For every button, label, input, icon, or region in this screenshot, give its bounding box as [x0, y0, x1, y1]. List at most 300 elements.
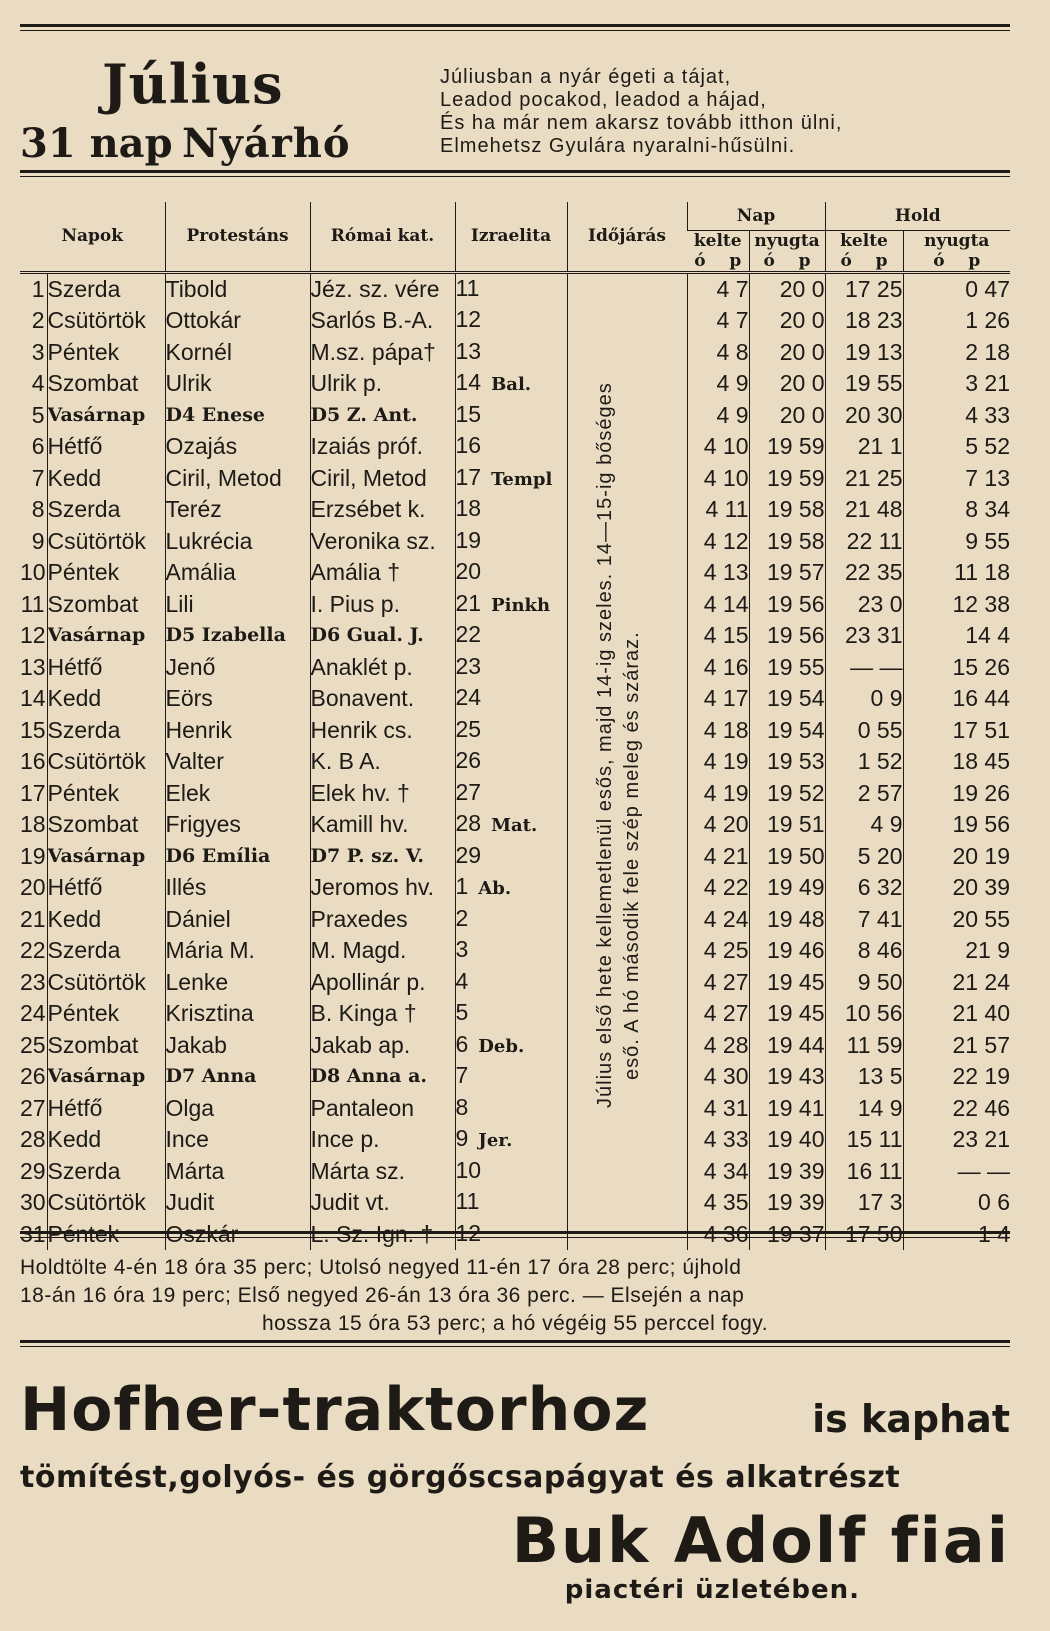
day-number: 2	[31, 307, 45, 333]
israelite-date	[455, 337, 567, 369]
day-number: 11	[20, 590, 45, 617]
weather-cell	[567, 368, 687, 400]
weather-cell	[567, 1093, 687, 1125]
sunrise: 4 21	[687, 841, 749, 873]
table-row	[20, 368, 1010, 400]
sunrise: 4 33	[687, 1124, 749, 1156]
protestant-name: Elek	[165, 778, 310, 810]
moonset: 17 51	[903, 715, 1010, 747]
israelite-note: Pinkh	[491, 594, 551, 616]
sunset: 19 45	[749, 998, 825, 1030]
sunset: 19 56	[749, 589, 825, 621]
sunset: 19 46	[749, 935, 825, 967]
ad-headline-rest: is kaphat	[812, 1397, 1010, 1441]
israelite-date	[455, 715, 567, 747]
protestant-name: Ulrik	[165, 368, 310, 400]
sunrise: 4 22	[687, 872, 749, 904]
footer-rule-thin	[20, 1237, 1010, 1238]
moonset: 21 9	[903, 935, 1010, 967]
protestant-name: Kornél	[165, 337, 310, 369]
moonrise: 4 9	[825, 809, 903, 841]
moonset: 2 18	[903, 337, 1010, 369]
israelite-day: 15	[455, 400, 482, 427]
israelite-date	[455, 683, 567, 715]
day-number: 31	[20, 1220, 46, 1247]
moonrise: 14 9	[825, 1093, 903, 1125]
moonrise: 21 48	[825, 494, 903, 526]
catholic-name: Henrik cs.	[310, 715, 455, 747]
moonrise: 10 56	[825, 998, 903, 1030]
moonrise: 0 9	[825, 683, 903, 715]
protestant-name: Henrik	[165, 715, 310, 747]
moonset: 0 47	[903, 272, 1010, 305]
day-number: 14	[20, 685, 46, 711]
israelite-note: Jer.	[478, 1130, 513, 1151]
israelite-day: 7	[455, 1062, 469, 1088]
israelite-date	[455, 557, 567, 589]
unit-o: ó	[763, 250, 775, 271]
israelite-day: 2	[455, 904, 469, 931]
catholic-name: D8 Anna a.	[310, 1061, 455, 1093]
israelite-note: Bal.	[491, 374, 532, 395]
moonrise: 16 11	[825, 1156, 903, 1188]
sunrise: 4 7	[687, 272, 749, 305]
israelite-date	[455, 1093, 567, 1125]
protestant-name: Frigyes	[165, 809, 310, 841]
sunset: 19 58	[749, 494, 825, 526]
israelite-day: 6	[455, 1030, 469, 1057]
moonrise: — —	[825, 652, 903, 684]
table-row	[20, 1061, 1010, 1093]
table-row	[20, 935, 1010, 967]
protestant-name: Olga	[165, 1093, 310, 1125]
weather-cell	[567, 400, 687, 432]
day-name: Hétfő	[47, 652, 165, 684]
protestant-name: Mária M.	[165, 935, 310, 967]
sunrise: 4 9	[687, 368, 749, 400]
table-row	[20, 431, 1010, 463]
israelite-day: 12	[455, 1219, 482, 1246]
israelite-date	[455, 652, 567, 684]
moonrise: 23 31	[825, 620, 903, 652]
col-napok: Napok	[61, 226, 124, 247]
israelite-date	[455, 589, 567, 621]
day-name: Csütörtök	[47, 305, 165, 337]
israelite-date	[455, 463, 567, 495]
catholic-name: Izaiás próf.	[310, 431, 455, 463]
sunrise: 4 36	[687, 1219, 749, 1251]
sunrise: 4 8	[687, 337, 749, 369]
catholic-name: Bonavent.	[310, 683, 455, 715]
sunrise: 4 16	[687, 652, 749, 684]
israelite-date	[455, 872, 567, 904]
sunset: 19 48	[749, 904, 825, 936]
sunset: 20 0	[749, 368, 825, 400]
sunrise: 4 15	[687, 620, 749, 652]
day-number: 16	[20, 748, 46, 774]
catholic-name: Erzsébet k.	[310, 494, 455, 526]
table-row	[20, 272, 1010, 305]
sunrise: 4 7	[687, 305, 749, 337]
weather-cell	[567, 1187, 687, 1219]
ad-rule	[20, 1340, 1010, 1343]
israelite-day: 19	[455, 526, 482, 553]
protestant-name: Amália	[165, 557, 310, 589]
unit-o: ó	[694, 250, 706, 271]
day-name: Csütörtök	[47, 1187, 165, 1219]
protestant-name: Illés	[165, 872, 310, 904]
sunset: 19 59	[749, 431, 825, 463]
israelite-date	[455, 1030, 567, 1062]
day-number: 27	[20, 1094, 46, 1121]
catholic-name: Jeromos hv.	[310, 872, 455, 904]
israelite-day: 1	[455, 873, 469, 899]
poem-line: Leadod pocakod, leadod a hájad,	[440, 89, 767, 111]
catholic-name: Praxedes	[310, 904, 455, 936]
sunrise: 4 24	[687, 904, 749, 936]
table-row	[20, 1187, 1010, 1219]
table-row	[20, 1219, 1010, 1251]
poem-line: Júliusban a nyár égeti a tájat,	[440, 66, 732, 88]
protestant-name: Lili	[165, 589, 310, 621]
day-name: Péntek	[47, 998, 165, 1030]
table-row	[20, 652, 1010, 684]
moonset: 18 45	[903, 746, 1010, 778]
israelite-date	[455, 998, 567, 1030]
days-count: 31 nap	[20, 120, 173, 167]
moonset: 5 52	[903, 431, 1010, 463]
israelite-day: 22	[455, 621, 482, 647]
israelite-date	[455, 935, 567, 967]
weather-cell	[567, 1124, 687, 1156]
catholic-name: M.sz. pápa†	[310, 337, 455, 369]
unit-o: ó	[933, 250, 945, 271]
sunset: 19 43	[749, 1061, 825, 1093]
moonrise: 19 55	[825, 368, 903, 400]
sunrise: 4 10	[687, 463, 749, 495]
moonset: 21 40	[903, 998, 1010, 1030]
day-number: 24	[20, 1000, 46, 1026]
israelite-note: Mat.	[491, 815, 538, 836]
day-number: 22	[20, 937, 46, 963]
day-number: 7	[31, 464, 45, 491]
moonset: 1 4	[903, 1219, 1010, 1251]
day-name: Kedd	[47, 1124, 165, 1156]
col-hold: Hold	[825, 202, 1010, 230]
israelite-day: 4	[455, 967, 469, 994]
day-number: 28	[20, 1126, 46, 1152]
day-name: Csütörtök	[47, 746, 165, 778]
israelite-day: 5	[455, 999, 469, 1025]
israelite-day: 13	[455, 337, 482, 364]
sunset: 19 52	[749, 778, 825, 810]
israelite-day: 9	[455, 1125, 469, 1151]
moonset: 23 21	[903, 1124, 1010, 1156]
day-name: Péntek	[47, 557, 165, 589]
moonrise: 22 11	[825, 526, 903, 558]
israelite-day: 14	[455, 369, 482, 395]
moonset: 19 56	[903, 809, 1010, 841]
sunset: 20 0	[749, 272, 825, 305]
sunset: 19 54	[749, 715, 825, 747]
moonset: 21 24	[903, 967, 1010, 999]
unit-p: p	[729, 250, 742, 271]
table-row	[20, 463, 1010, 495]
ad-location: piactéri üzletében.	[564, 1575, 860, 1605]
top-rule	[20, 24, 1010, 27]
unit-o: ó	[840, 250, 852, 271]
sunset: 19 37	[749, 1219, 825, 1251]
protestant-name: Tibold	[165, 272, 310, 305]
table-row	[20, 872, 1010, 904]
day-number: 23	[20, 968, 46, 995]
israelite-date	[455, 272, 567, 305]
israelite-date	[455, 368, 567, 400]
israelite-day: 17	[455, 463, 482, 490]
day-number: 30	[20, 1189, 46, 1215]
moonrise: 5 20	[825, 841, 903, 873]
month-title: Július	[102, 52, 284, 116]
day-name: Szerda	[47, 935, 165, 967]
sunrise: 4 18	[687, 715, 749, 747]
protestant-name: Valter	[165, 746, 310, 778]
moonset: 20 55	[903, 904, 1010, 936]
moonrise: 8 46	[825, 935, 903, 967]
israelite-day: 10	[455, 1156, 482, 1183]
table-row	[20, 1156, 1010, 1188]
sunrise: 4 11	[687, 494, 749, 526]
moonrise: 11 59	[825, 1030, 903, 1062]
table-row	[20, 809, 1010, 841]
ad-headline	[20, 1375, 1010, 1445]
israelite-note: Ab.	[478, 878, 512, 899]
ad-brand: Hofher-traktorhoz	[20, 1375, 650, 1445]
day-number: 6	[31, 433, 45, 459]
unit-p: p	[968, 250, 981, 271]
moonset: 16 44	[903, 683, 1010, 715]
sunrise: 4 34	[687, 1156, 749, 1188]
moonset: 11 18	[903, 557, 1010, 589]
day-name: Kedd	[47, 463, 165, 495]
sunrise: 4 13	[687, 557, 749, 589]
moonset: 22 19	[903, 1061, 1010, 1093]
israelite-day: 3	[455, 936, 469, 962]
protestant-name: Ince	[165, 1124, 310, 1156]
top-rule-thin	[20, 30, 1010, 31]
table-row	[20, 589, 1010, 621]
protestant-name: Lukrécia	[165, 526, 310, 558]
catholic-name: Anaklét p.	[310, 652, 455, 684]
footnote-line: 18-án 16 óra 19 perc; Első negyed 26-án 13 óra 36 perc. — Elsején a nap	[20, 1284, 745, 1307]
israelite-day: 28	[455, 810, 482, 836]
day-number: 15	[20, 716, 46, 743]
catholic-name: D5 Z. Ant.	[310, 400, 455, 432]
col-izraelita: Izraelita	[455, 202, 567, 272]
israelite-date	[455, 1156, 567, 1188]
protestant-name: D5 Izabella	[165, 620, 310, 652]
catholic-name: M. Magd.	[310, 935, 455, 967]
sunset: 19 55	[749, 652, 825, 684]
catholic-name: Veronika sz.	[310, 526, 455, 558]
catholic-name: Pantaleon	[310, 1093, 455, 1125]
day-number: 4	[31, 370, 45, 396]
israelite-day: 12	[455, 306, 482, 332]
day-name: Kedd	[47, 904, 165, 936]
day-name: Péntek	[47, 778, 165, 810]
poem-line: És ha már nem akarsz tovább itthon ülni,	[440, 112, 843, 134]
protestant-name: Judit	[165, 1187, 310, 1219]
day-name: Vasárnap	[47, 1061, 165, 1093]
moonset: 15 26	[903, 652, 1010, 684]
israelite-date	[455, 1061, 567, 1093]
day-name: Vasárnap	[47, 841, 165, 873]
catholic-name: D7 P. sz. V.	[310, 841, 455, 873]
moonrise: 22 35	[825, 557, 903, 589]
sunset: 20 0	[749, 400, 825, 432]
poem-line: Elmehetsz Gyulára nyaralni-hűsülni.	[440, 135, 796, 157]
israelite-date	[455, 431, 567, 463]
header-rule	[20, 170, 1010, 173]
catholic-name: Elek hv. †	[310, 778, 455, 810]
day-name: Hétfő	[47, 872, 165, 904]
moonrise: 17 50	[825, 1219, 903, 1251]
day-name: Péntek	[47, 1219, 165, 1251]
moonrise: 19 13	[825, 337, 903, 369]
sunrise: 4 9	[687, 400, 749, 432]
ad-company: Buk Adolf fiai	[511, 1504, 1010, 1577]
sunset: 20 0	[749, 305, 825, 337]
israelite-date	[455, 967, 567, 999]
table-row	[20, 998, 1010, 1030]
day-number: 21	[20, 905, 46, 932]
protestant-name: Jakab	[165, 1030, 310, 1062]
weather-cell	[567, 337, 687, 369]
footer-rule	[20, 1231, 1010, 1234]
col-idojaras: Időjárás	[567, 202, 687, 272]
israelite-day: 16	[455, 432, 482, 458]
sunset: 19 51	[749, 809, 825, 841]
israelite-date	[455, 620, 567, 652]
day-number: 18	[20, 811, 46, 837]
sunrise: 4 19	[687, 746, 749, 778]
table-row	[20, 715, 1010, 747]
israelite-day: 25	[455, 715, 482, 742]
season-name: Nyárhó	[182, 120, 351, 167]
catholic-name: K. B A.	[310, 746, 455, 778]
sunset: 19 50	[749, 841, 825, 873]
israelite-day: 29	[455, 841, 482, 868]
weather-cell	[567, 272, 687, 305]
sunset: 19 40	[749, 1124, 825, 1156]
protestant-name: Márta	[165, 1156, 310, 1188]
israelite-day: 8	[455, 1093, 469, 1120]
moonset: 4 33	[903, 400, 1010, 432]
sunrise: 4 27	[687, 998, 749, 1030]
israelite-day: 23	[455, 652, 482, 679]
day-name: Vasárnap	[47, 400, 165, 432]
catholic-name: I. Pius p.	[310, 589, 455, 621]
table-row	[20, 337, 1010, 369]
israelite-day: 11	[455, 274, 480, 301]
moonrise: 23 0	[825, 589, 903, 621]
catholic-name: Apollinár p.	[310, 967, 455, 999]
sunset: 20 0	[749, 337, 825, 369]
moonset: 8 34	[903, 494, 1010, 526]
israelite-note: Templ	[491, 468, 553, 490]
col-nap: Nap	[687, 202, 825, 230]
protestant-name: Lenke	[165, 967, 310, 999]
moonrise: 17 25	[825, 272, 903, 305]
israelite-date	[455, 1124, 567, 1156]
day-name: Szerda	[47, 715, 165, 747]
moonset: 0 6	[903, 1187, 1010, 1219]
sunrise: 4 28	[687, 1030, 749, 1062]
catholic-name: Judit vt.	[310, 1187, 455, 1219]
col-nap-nyugta: nyugta	[749, 230, 825, 251]
israelite-date	[455, 494, 567, 526]
table-row	[20, 305, 1010, 337]
weather-cell	[567, 305, 687, 337]
day-number: 25	[20, 1031, 46, 1058]
footnote-line: hossza 15 óra 53 perc; a hó végéig 55 perccel fogy.	[261, 1312, 769, 1335]
sunrise: 4 35	[687, 1187, 749, 1219]
moonrise: 6 32	[825, 872, 903, 904]
sunrise: 4 25	[687, 935, 749, 967]
catholic-name: Kamill hv.	[310, 809, 455, 841]
sunset: 19 39	[749, 1156, 825, 1188]
catholic-name: D6 Gual. J.	[310, 620, 455, 652]
catholic-name: Amália †	[310, 557, 455, 589]
israelite-date	[455, 778, 567, 810]
moon-phase-note	[20, 1254, 1010, 1338]
day-number: 17	[20, 779, 46, 806]
sunset: 19 44	[749, 1030, 825, 1062]
protestant-name: Eörs	[165, 683, 310, 715]
day-name: Szombat	[47, 809, 165, 841]
protestant-name: Dániel	[165, 904, 310, 936]
moonset: 19 26	[903, 778, 1010, 810]
table-row	[20, 841, 1010, 873]
table-row	[20, 904, 1010, 936]
moonset: 12 38	[903, 589, 1010, 621]
israelite-day: 18	[455, 495, 482, 521]
moonrise: 1 52	[825, 746, 903, 778]
day-name: Vasárnap	[47, 620, 165, 652]
table-row	[20, 400, 1010, 432]
protestant-name: Jenő	[165, 652, 310, 684]
table-row	[20, 683, 1010, 715]
catholic-name: Márta sz.	[310, 1156, 455, 1188]
israelite-date	[455, 841, 567, 873]
weather-text-line2: eső. A hó második fele szép meleg és száraz.	[621, 631, 643, 1080]
protestant-name: Ottokár	[165, 305, 310, 337]
catholic-name: Ulrik p.	[310, 368, 455, 400]
moonrise: 20 30	[825, 400, 903, 432]
sunrise: 4 17	[687, 683, 749, 715]
sunrise: 4 30	[687, 1061, 749, 1093]
day-number: 26	[20, 1063, 46, 1089]
sunrise: 4 31	[687, 1093, 749, 1125]
moonrise: 13 5	[825, 1061, 903, 1093]
table-row	[20, 620, 1010, 652]
day-number: 8	[31, 496, 45, 522]
day-number: 29	[20, 1157, 46, 1184]
day-number: 10	[20, 559, 46, 585]
catholic-name: Jéz. sz. vére	[310, 272, 455, 305]
catholic-name: Ciril, Metod	[310, 463, 455, 495]
sunset: 19 59	[749, 463, 825, 495]
day-number: 3	[31, 338, 45, 365]
